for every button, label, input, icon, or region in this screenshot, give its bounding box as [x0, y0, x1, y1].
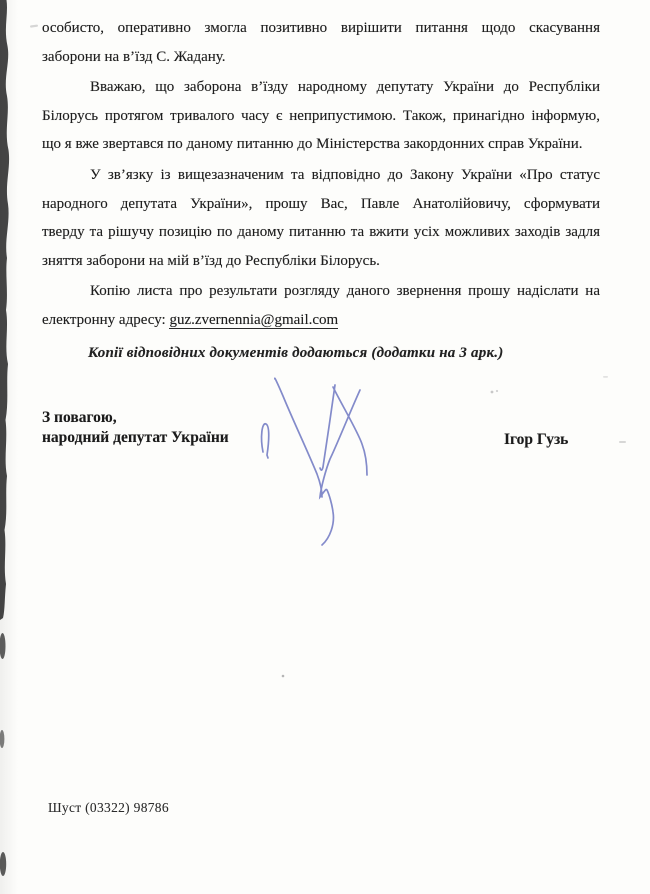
signature-ink [240, 352, 420, 557]
text-line: народного депутата України», прошу Вас, Павле Анатолійовичу, сформувати [42, 195, 600, 212]
text-line: особисто, оперативно змогла позитивно вирішити питання щодо скасування [42, 20, 600, 36]
text-line: заборони на в’їзд С. Жадану. [42, 48, 226, 65]
text-line: Копію листа про результати розгляду даного звернення прошу надіслати на [90, 283, 600, 300]
paragraph-continuation [42, 14, 600, 71]
paragraph-opinion [42, 73, 600, 159]
text-line: Білорусь протягом тривалого часу є неприпустимою. Також, принагідно інформую, [42, 107, 600, 124]
signer-title: народний депутат України [42, 428, 229, 446]
text-line: У зв’язку із вищезазначеним та відповідно до Закону України «Про статус [90, 166, 600, 183]
closing-salutation: З повагою, [42, 409, 117, 426]
footer-reference: Шуст (03322) 98786 [48, 800, 169, 815]
edge-speck [0, 852, 6, 876]
signer-name: Ігор Гузь [504, 431, 569, 448]
paragraph-reply-address [42, 277, 600, 334]
text-line: тверду та рішучу позицію по даному питанню та вжити усіх можливих заходів задля [42, 224, 600, 241]
paragraph-request [42, 161, 600, 275]
paper-speck [491, 391, 494, 394]
paper-speck [30, 24, 38, 27]
attachments-note: Копії відповідних документів додаються (додатки на 3 арк.) [88, 345, 504, 361]
signature-stroke [275, 378, 322, 497]
text-line: Вважаю, що заборона в’їзду народному депутату України до Республіки [90, 79, 600, 96]
text-line: що я вже звертався по даному питанню до Міністерства закордонних справ України. [42, 136, 583, 153]
signature-stroke [320, 390, 360, 545]
paper-speck [619, 441, 626, 443]
text-line: зняття заборони на мій в’їзд до Республіки Білорусь. [42, 252, 380, 269]
paper-speck [496, 390, 498, 392]
signature-stroke [320, 385, 335, 470]
paper-speck [282, 675, 285, 678]
edge-speck [0, 730, 4, 748]
left-edge-smudge [0, 0, 9, 620]
closing-block [42, 408, 229, 447]
paper-speck [603, 376, 608, 378]
email-label: електронну адресу: [42, 311, 170, 328]
signature-stroke [333, 387, 367, 475]
edge-speck [0, 633, 6, 659]
email-line [42, 306, 600, 335]
letter-body [42, 14, 600, 337]
email-address: guz.zvernennia@gmail.com [169, 311, 339, 328]
signature-stroke [262, 424, 269, 458]
